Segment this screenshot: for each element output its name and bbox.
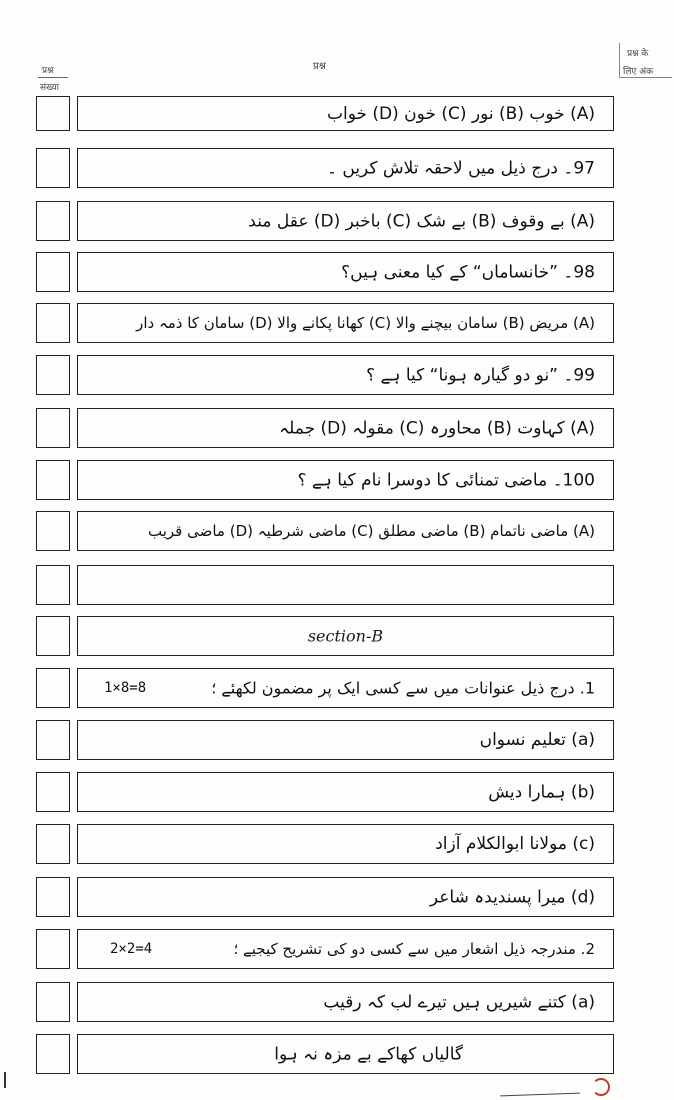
sheet-row bbox=[0, 929, 674, 969]
marks-header-top: प्रश्न के bbox=[627, 49, 649, 59]
sheet-row bbox=[0, 720, 674, 760]
question-number-box bbox=[36, 565, 70, 605]
sheet-row bbox=[0, 460, 674, 500]
question-number-box bbox=[36, 252, 70, 292]
answer-text: (a) کتنے شیریں ہیں تیرے لب کہ رقیب bbox=[323, 992, 595, 1013]
sheet-row bbox=[0, 668, 674, 708]
sheet-row bbox=[0, 877, 674, 917]
question-number-box bbox=[36, 303, 70, 343]
answer-line-box bbox=[77, 982, 614, 1022]
sheet-row bbox=[0, 772, 674, 812]
answer-text: (b) ہمارا دیش bbox=[488, 782, 595, 803]
answer-line-box bbox=[77, 511, 614, 551]
question-number-box bbox=[36, 772, 70, 812]
answer-line-box bbox=[77, 772, 614, 812]
number-header-label: संख्या bbox=[40, 83, 59, 93]
answer-line-box bbox=[77, 720, 614, 760]
sheet-row bbox=[0, 148, 674, 188]
answer-text: (c) مولانا ابوالکلام آزاد bbox=[435, 834, 595, 854]
question-text: 100۔ ماضی تمنائی کا دوسرا نام کیا ہے ؟ bbox=[297, 470, 595, 491]
question-column-title: प्रश्न bbox=[313, 61, 326, 72]
answer-line-box bbox=[77, 96, 614, 131]
sheet-row bbox=[0, 355, 674, 395]
answer-line-box bbox=[77, 355, 614, 395]
answer-text: (a) تعلیم نسواں bbox=[479, 730, 595, 750]
sheet-row bbox=[0, 565, 674, 605]
question-number-box bbox=[36, 148, 70, 188]
question-number-box bbox=[36, 355, 70, 395]
answer-line-box bbox=[77, 201, 614, 241]
answer-text: (A) خوب (B) نور (C) خون (D) خواب bbox=[326, 103, 595, 124]
question-number-box bbox=[36, 616, 70, 656]
question-text: 2. مندرجہ ذیل اشعار میں سے کسی دو کی تشریح کیجیے ؛ bbox=[233, 940, 595, 958]
sheet-row bbox=[0, 252, 674, 292]
answer-text: گالیاں کھاکے بے مزہ نہ ہوا bbox=[274, 1044, 463, 1065]
sheet-row bbox=[0, 982, 674, 1022]
sheet-row bbox=[0, 303, 674, 343]
marks-header-bottom: लिए अंक bbox=[623, 67, 654, 77]
question-number-box bbox=[36, 408, 70, 448]
answer-text: (A) بے وقوف (B) بے شک (C) باخبر (D) عقل مند bbox=[248, 211, 595, 232]
check-mark-icon bbox=[592, 1078, 610, 1096]
question-number-box bbox=[36, 201, 70, 241]
marks-label: 2×2=4 bbox=[110, 941, 153, 957]
question-text: 97۔ درج ذیل میں لاحقہ تلاش کریں ۔ bbox=[326, 158, 595, 179]
answer-line-box bbox=[77, 668, 614, 708]
answer-line-box bbox=[77, 460, 614, 500]
question-number-box bbox=[36, 511, 70, 551]
section-heading: section-B bbox=[307, 626, 384, 646]
sheet-row bbox=[0, 511, 674, 551]
question-number-box bbox=[36, 96, 70, 131]
answer-line-box bbox=[77, 824, 614, 864]
answer-line-box bbox=[77, 616, 614, 656]
question-text: 98۔ ”خانساماں“ کے کیا معنی ہیں؟ bbox=[341, 262, 595, 283]
question-number-box bbox=[36, 1034, 70, 1074]
question-number-box bbox=[36, 929, 70, 969]
answer-line-box bbox=[77, 408, 614, 448]
sheet-row bbox=[0, 96, 674, 131]
question-number-box bbox=[36, 824, 70, 864]
sheet-row bbox=[0, 201, 674, 241]
answer-text: (A) کہاوت (B) محاورہ (C) مقولہ (D) جملہ bbox=[279, 418, 595, 439]
answer-line-box bbox=[77, 252, 614, 292]
answer-line-box bbox=[77, 303, 614, 343]
examiner-signature bbox=[500, 1083, 580, 1097]
answer-text: (A) مریض (B) سامان بیچنے والا (C) کھانا پکانے والا (D) سامان کا ذمہ دار bbox=[136, 314, 595, 332]
margin-mark bbox=[4, 1072, 6, 1088]
question-header-label: प्रश्न bbox=[42, 66, 54, 76]
answer-text: (d) میرا پسندیدہ شاعر bbox=[429, 887, 595, 908]
question-number-box bbox=[36, 877, 70, 917]
sheet-row bbox=[0, 824, 674, 864]
question-text: 1. درج ذیل عنوانات میں سے کسی ایک پر مضمون لکھئے ؛ bbox=[211, 678, 595, 698]
answer-line-box bbox=[77, 877, 614, 917]
answer-line-box bbox=[77, 565, 614, 605]
header-divider bbox=[38, 77, 68, 78]
answer-text: (A) ماضی ناتمام (B) ماضی مطلق (C) ماضی شرطیہ (D) ماضی قریب bbox=[148, 522, 595, 540]
question-number-box bbox=[36, 720, 70, 760]
sheet-row bbox=[0, 1034, 674, 1074]
question-number-box bbox=[36, 668, 70, 708]
answer-line-box bbox=[77, 148, 614, 188]
question-number-box bbox=[36, 982, 70, 1022]
answer-line-box bbox=[77, 1034, 614, 1074]
question-number-box bbox=[36, 460, 70, 500]
answer-line-box bbox=[77, 929, 614, 969]
sheet-row bbox=[0, 408, 674, 448]
sheet-row bbox=[0, 616, 674, 656]
question-text: 99۔ ”نو دو گیارہ ہونا“ کیا ہے ؟ bbox=[366, 365, 595, 386]
marks-label: 1×8=8 bbox=[104, 680, 147, 696]
